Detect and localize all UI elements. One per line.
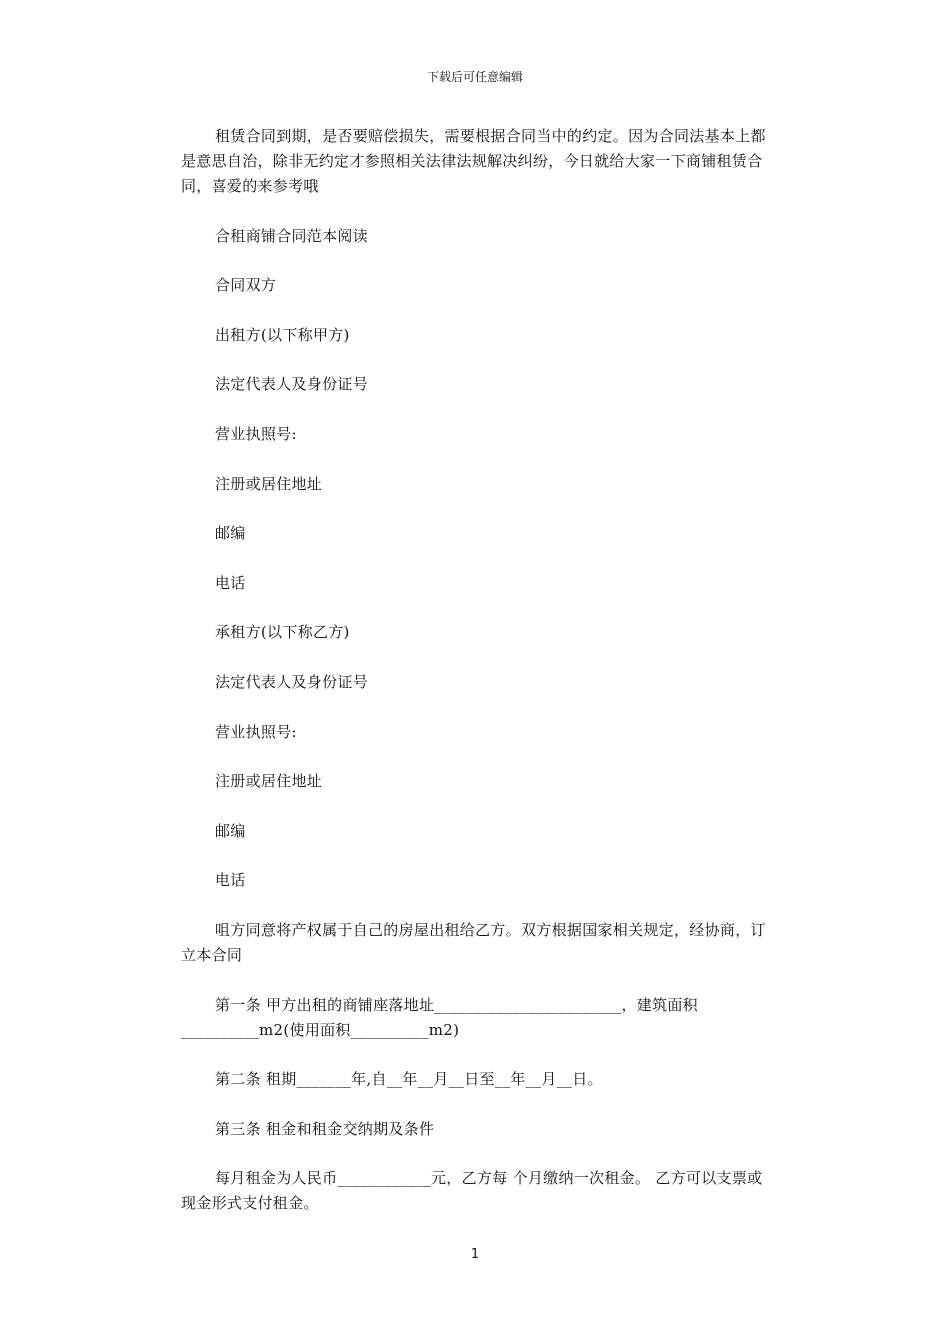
lessor-license: 营业执照号: (215, 424, 297, 443)
lessor-postcode: 邮编 (215, 524, 246, 543)
document-body (181, 124, 771, 1241)
article-2: 第二条 租期_______年,自__年__月__日至__年__月__日。 (215, 1070, 603, 1089)
lessee-postcode: 邮编 (215, 821, 246, 840)
article-1: 第一条 甲方出租的商铺座落地址________________________，建筑面积__________m2(使用面积__________m2) (181, 995, 698, 1039)
intro-paragraph: 租赁合同到期，是否要赔偿损失，需要根据合同当中的约定。因为合同法基本上都是意思自治，除非无约定才参照相关法律法规解决纠纷，今日就给大家一下商铺租赁合同，喜爱的来参考哦 (181, 127, 766, 195)
page-number: 1 (470, 1247, 480, 1262)
lessee-representative: 法定代表人及身份证号 (215, 672, 369, 691)
rent-paragraph: 每月租金为人民币____________元，乙方每 个月缴纳一次租金。 乙方可以支票或现金形式支付租金。 (181, 1169, 763, 1213)
lessor-address: 注册或居住地址 (215, 474, 323, 493)
lessee-address: 注册或居住地址 (215, 772, 323, 791)
lessee-phone: 电话 (215, 871, 246, 890)
lessor-heading: 出租方(以下称甲方) (215, 325, 350, 344)
lessor-phone: 电话 (215, 573, 246, 592)
page-header: 下载后可任意编辑 (426, 70, 523, 84)
lessee-heading: 承租方(以下称乙方) (215, 623, 350, 642)
lessee-license: 营业执照号: (215, 722, 297, 741)
article-3: 第三条 租金和租金交纳期及条件 (215, 1119, 435, 1138)
parties-heading: 合同双方 (215, 276, 277, 295)
agreement-paragraph: 咀方同意将产权属于自己的房屋出租给乙方。双方根据国家相关规定，经协商，订立本合同 (181, 920, 766, 964)
document-title: 合租商铺合同范本阅读 (215, 226, 369, 245)
lessor-representative: 法定代表人及身份证号 (215, 375, 369, 394)
